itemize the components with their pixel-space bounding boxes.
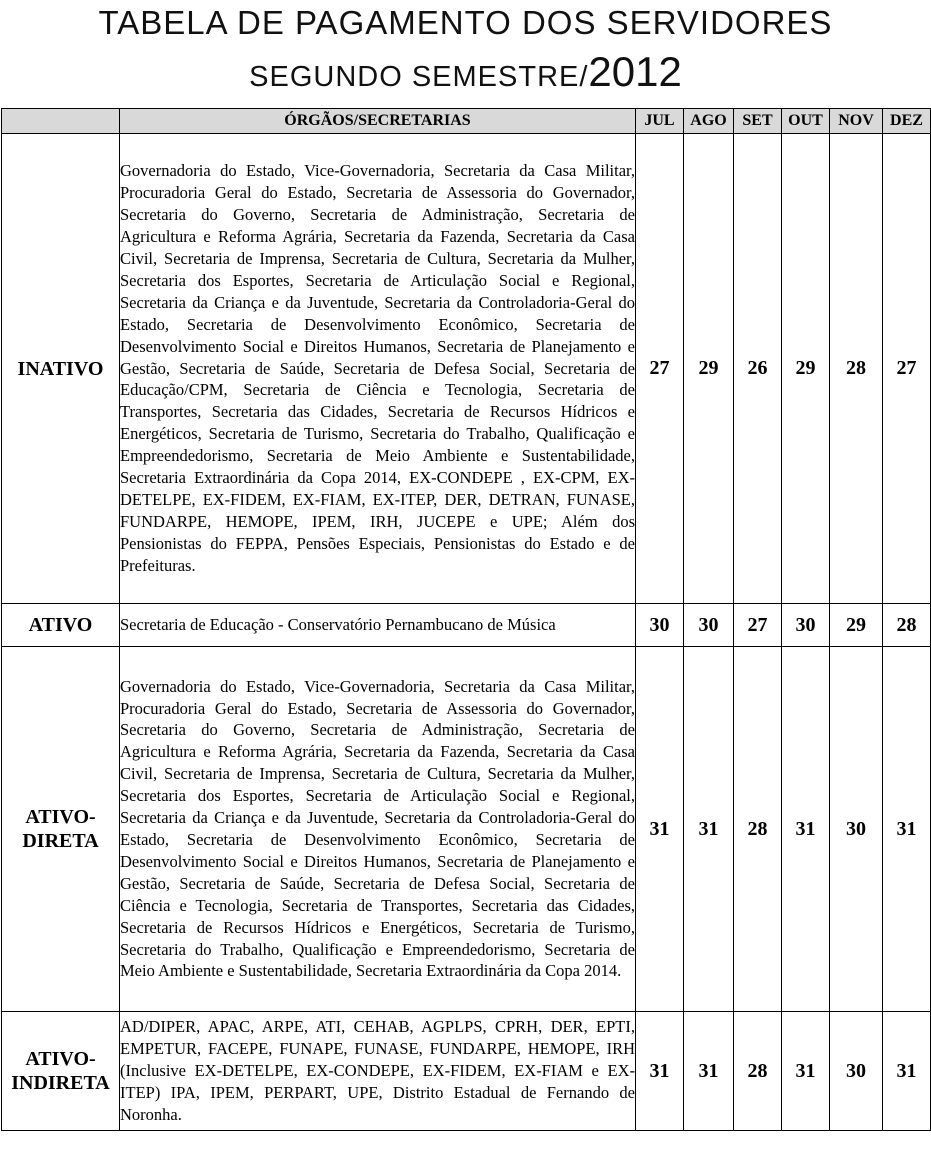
value-out: 31 (782, 647, 830, 1012)
table-row-ativo (2, 604, 931, 647)
value-nov: 30 (830, 647, 883, 1012)
document-subtitle (0, 48, 931, 101)
value-jul: 31 (636, 647, 684, 1012)
value-nov: 29 (830, 604, 883, 647)
value-jul: 30 (636, 604, 684, 647)
header-nov: NOV (830, 109, 883, 134)
table-row-inativo (2, 134, 931, 604)
value-ago: 31 (684, 1012, 734, 1131)
value-dez: 31 (883, 1012, 931, 1131)
value-out: 31 (782, 1012, 830, 1131)
row-orgs: Governadoria do Estado, Vice-Governadoria, Secretaria da Casa Militar, Procuradoria Geral do Estado, Secretaria de Assessoria do Governador, Secretaria do Governo, Secretaria de Administração, Secretaria de Agricultura e Reforma Agrária, Secretaria da Fazenda, Secretaria da Casa Civil, Secretaria de Imprensa, Secretaria de Cultura, Secretaria da Mulher, Secretaria dos Esportes, Secretaria de Articulação Social e Regional, Secretaria da Criança e da Juventude, Secretaria da Controladoria-Geral do Estado, Secretaria de Desenvolvimento Econômico, Secretaria de Desenvolvimento Social e Direitos Humanos, Secretaria de Planejamento e Gestão, Secretaria de Saúde, Secretaria de Defesa Social, Secretaria de Educação/CPM, Secretaria de Ciência e Tecnologia, Secretaria de Transportes, Secretaria das Cidades, Secretaria de Recursos Hídricos e Energéticos, Secretaria de Turismo, Secretaria do Trabalho, Qualificação e Empreendedorismo, Secretaria de Meio Ambiente e Sustentabilidade, Secretaria Extraordinária da Copa 2014, EX-CONDEPE , EX-CPM, EX-DETELPE, EX-FIDEM, EX-FIAM, EX-ITEP, DER, DETRAN, FUNASE, FUNDARPE, HEMOPE, IPEM, IRH, JUCEPE e UPE; Além dos Pensionistas do FEPPA, Pensões Especiais, Pensionistas do Estado e de Prefeituras. (120, 134, 636, 604)
table-row-ativo-direta (2, 647, 931, 1012)
value-ago: 30 (684, 604, 734, 647)
row-category: ATIVO-INDIRETA (2, 1012, 120, 1131)
payment-table (1, 108, 931, 1131)
row-category: ATIVO-DIRETA (2, 647, 120, 1012)
header-ago: AGO (684, 109, 734, 134)
value-out: 30 (782, 604, 830, 647)
value-dez: 27 (883, 134, 931, 604)
value-ago: 29 (684, 134, 734, 604)
value-nov: 28 (830, 134, 883, 604)
header-category (2, 109, 120, 134)
header-orgs: ÓRGÃOS/SECRETARIAS (120, 109, 636, 134)
value-out: 29 (782, 134, 830, 604)
value-set: 28 (734, 1012, 782, 1131)
value-set: 27 (734, 604, 782, 647)
header-dez: DEZ (883, 109, 931, 134)
header-jul: JUL (636, 109, 684, 134)
subtitle-year: 2012 (588, 48, 682, 95)
table-header-row (2, 109, 931, 134)
value-jul: 31 (636, 1012, 684, 1131)
value-jul: 27 (636, 134, 684, 604)
value-ago: 31 (684, 647, 734, 1012)
header-out: OUT (782, 109, 830, 134)
row-category: ATIVO (2, 604, 120, 647)
value-nov: 30 (830, 1012, 883, 1131)
value-dez: 28 (883, 604, 931, 647)
table-row-ativo-indireta (2, 1012, 931, 1131)
row-orgs: Secretaria de Educação - Conservatório Pernambucano de Música (120, 604, 636, 647)
value-set: 26 (734, 134, 782, 604)
row-category: INATIVO (2, 134, 120, 604)
row-orgs: AD/DIPER, APAC, ARPE, ATI, CEHAB, AGPLPS, CPRH, DER, EPTI, EMPETUR, FACEPE, FUNAPE, FUNASE, FUNDARPE, HEMOPE, IRH (Inclusive EX-DETELPE, EX-CONDEPE, EX-FIDEM, EX-FIAM e EX-ITEP) IPA, IPEM, PERPART, UPE, Distrito Estadual de Fernando de Noronha. (120, 1012, 636, 1131)
header-set: SET (734, 109, 782, 134)
row-orgs: Governadoria do Estado, Vice-Governadoria, Secretaria da Casa Militar, Procuradoria Geral do Estado, Secretaria de Assessoria do Governador, Secretaria do Governo, Secretaria de Administração, Secretaria de Agricultura e Reforma Agrária, Secretaria da Fazenda, Secretaria da Casa Civil, Secretaria de Imprensa, Secretaria de Cultura, Secretaria da Mulher, Secretaria dos Esportes, Secretaria de Articulação Social e Regional, Secretaria da Criança e da Juventude, Secretaria da Controladoria-Geral do Estado, Secretaria de Desenvolvimento Econômico, Secretaria de Desenvolvimento Social e Direitos Humanos, Secretaria de Planejamento e Gestão, Secretaria de Saúde, Secretaria de Defesa Social, Secretaria de Ciência e Tecnologia, Secretaria de Transportes, Secretaria das Cidades, Secretaria de Recursos Hídricos e Energéticos, Secretaria de Turismo, Secretaria do Trabalho, Qualificação e Empreendedorismo, Secretaria de Meio Ambiente e Sustentabilidade, Secretaria Extraordinária da Copa 2014. (120, 647, 636, 1012)
value-set: 28 (734, 647, 782, 1012)
subtitle-label: SEGUNDO SEMESTRE/ (249, 61, 589, 93)
document-title: TABELA DE PAGAMENTO DOS SERVIDORES (98, 4, 833, 41)
value-dez: 31 (883, 647, 931, 1012)
